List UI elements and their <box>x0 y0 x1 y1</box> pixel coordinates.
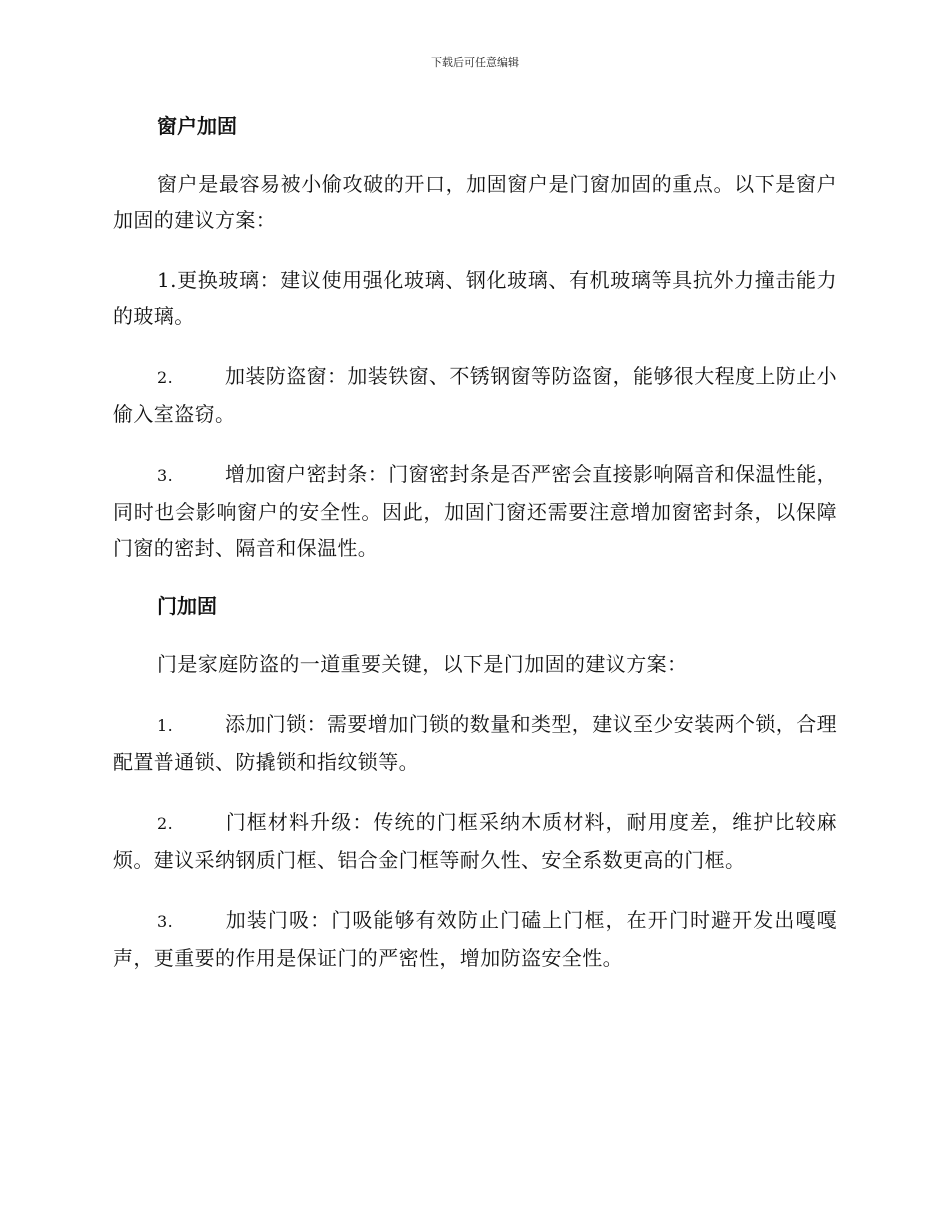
section-heading-door: 门加固 <box>157 594 217 618</box>
door-item-3 <box>113 902 837 976</box>
window-item-2-text: 加装防盗窗：加装铁窗、不锈钢窗等防盗窗，能够很大程度上防止小偷入室盗窃。 <box>113 364 837 426</box>
window-item-1-text: 更换玻璃：建议使用强化玻璃、钢化玻璃、有机玻璃等具抗外力撞击能力的玻璃。 <box>113 268 837 328</box>
door-item-2-text: 门框材料升级：传统的门框采纳木质材料，耐用度差，维护比较麻烦。建议采纳钢质门框、铝合金门框等耐久性、安全系数更高的门框。 <box>113 810 837 872</box>
door-item-1-text: 添加门锁：需要增加门锁的数量和类型，建议至少安装两个锁，合理配置普通锁、防撬锁和指纹锁等。 <box>113 712 837 774</box>
door-item-1 <box>113 706 837 780</box>
window-intro-paragraph: 窗户是最容易被小偷攻破的开口，加固窗户是门窗加固的重点。以下是窗户加固的建议方案： <box>113 172 837 232</box>
window-item-1 <box>113 262 837 334</box>
window-item-2 <box>113 358 837 432</box>
door-item-2 <box>113 804 837 878</box>
document-body <box>113 108 837 976</box>
door-item-2-number: 2. <box>157 814 174 833</box>
door-item-3-text: 加装门吸：门吸能够有效防止门磕上门框，在开门时避开发出嘎嘎声，更重要的作用是保证门的严密性，增加防盗安全性。 <box>113 908 837 970</box>
header-note: 下载后可任意编辑 <box>431 56 519 69</box>
window-item-3-text: 增加窗户密封条：门窗密封条是否严密会直接影响隔音和保温性能，同时也会影响窗户的安全性。因此，加固门窗还需要注意增加窗密封条，以保障门窗的密封、隔音和保温性。 <box>113 462 837 560</box>
window-item-2-number: 2. <box>157 368 174 387</box>
section-heading-window: 窗户加固 <box>157 114 237 138</box>
door-item-1-number: 1. <box>157 716 174 735</box>
door-intro-paragraph: 门是家庭防盗的一道重要关键，以下是门加固的建议方案： <box>157 652 688 676</box>
door-item-3-number: 3. <box>157 912 174 931</box>
window-item-3 <box>113 456 837 566</box>
window-item-3-number: 3. <box>157 466 174 485</box>
window-item-1-number: 1. <box>157 268 177 292</box>
